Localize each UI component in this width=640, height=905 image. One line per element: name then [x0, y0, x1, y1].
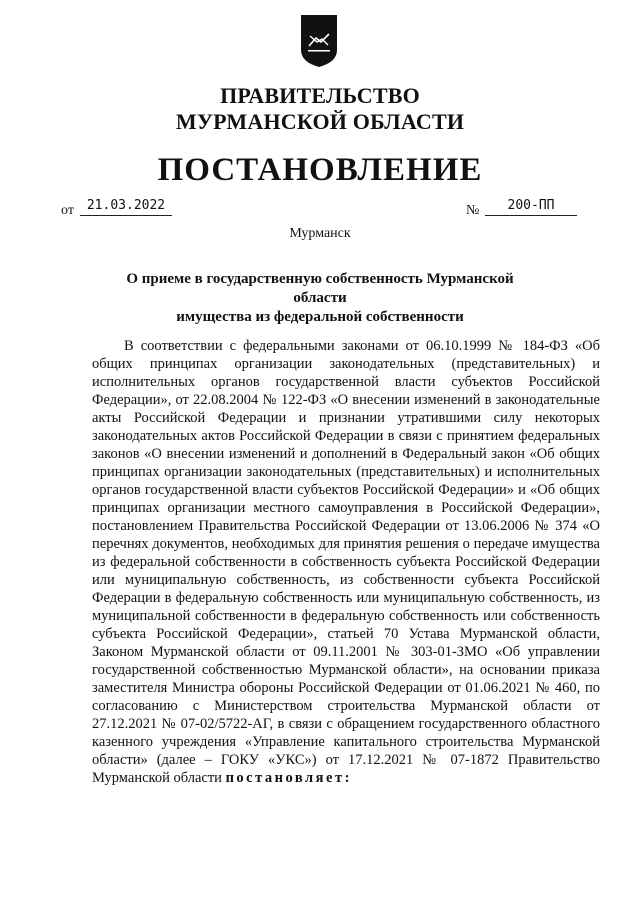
coat-of-arms-emblem [300, 14, 338, 68]
subject-line-2: имущества из федеральной собственности [176, 309, 464, 325]
date-label: от [61, 203, 74, 218]
body-paragraph-text: В соответствии с федеральными законами от 06.10.1999 № 184-ФЗ «Об общих принципах организации законодательных (представительных) и исполнительных органов государственной власти субъектов Российской Федерации», от 22.08.2004 № 122-ФЗ «О внесении изменений в законодательные акты Российской Федерации и признании утратившими силу некоторых законодательных актов Российской Федерации в связи с принятием федеральных законов «О внесении изменений и дополнений в Федеральный закон «Об общих принципах организации законодательных (представительных) и исполнительных органов государственной власти субъектов Российской Федерации» и «Об общих принципах организации местного самоуправления в Российской Федерации», постановлением Правительства Российской Федерации от 13.06.2006 № 374 «О перечнях документов, необходимых для принятия решения о передаче имущества из федеральной собственности в собственность субъекта Российской Федерации или муниципальную собственность, из собственности субъекта Российской Федерации в федеральную собственность или муниципальную собственность, из муниципальной собственности в федеральную собственность или собственность субъекта Российской Федерации», статьей 70 Устава Мурманской области, Законом Мурманской области от 09.11.2001 № 303-01-ЗМО «Об управлении государственной собственностью Мурманской области», на основании приказа заместителя Министра обороны Российской Федерации от 01.06.2021 № 460, по согласованию с Министерством строительства Мурманской области от 27.12.2021 № 07-02/5722-АГ, в связи с обращением государственного областного казенного учреждения «Управление капитального строительства Мурманской области» (далее – ГОКУ «УКС») от 17.12.2021 № 07-1872 Правительство Мурманской области [92, 338, 600, 786]
org-line-2: МУРМАНСКОЙ ОБЛАСТИ [175, 109, 465, 134]
government-name [0, 83, 640, 135]
body-paragraph [92, 337, 600, 787]
city-name: Мурманск [289, 226, 351, 241]
document-subject [120, 270, 520, 327]
document-number: 200-ПП [485, 199, 577, 216]
subject-line-1: О приеме в государственную собственность Мурманской области [126, 271, 514, 306]
number-label: № [466, 203, 480, 218]
document-type-title: ПОСТАНОВЛЕНИЕ [157, 152, 483, 188]
document-body [92, 337, 600, 787]
org-line-1: ПРАВИТЕЛЬСТВО [220, 83, 420, 108]
resolve-word: постановляет: [225, 770, 352, 786]
document-date: 21.03.2022 [80, 199, 172, 216]
